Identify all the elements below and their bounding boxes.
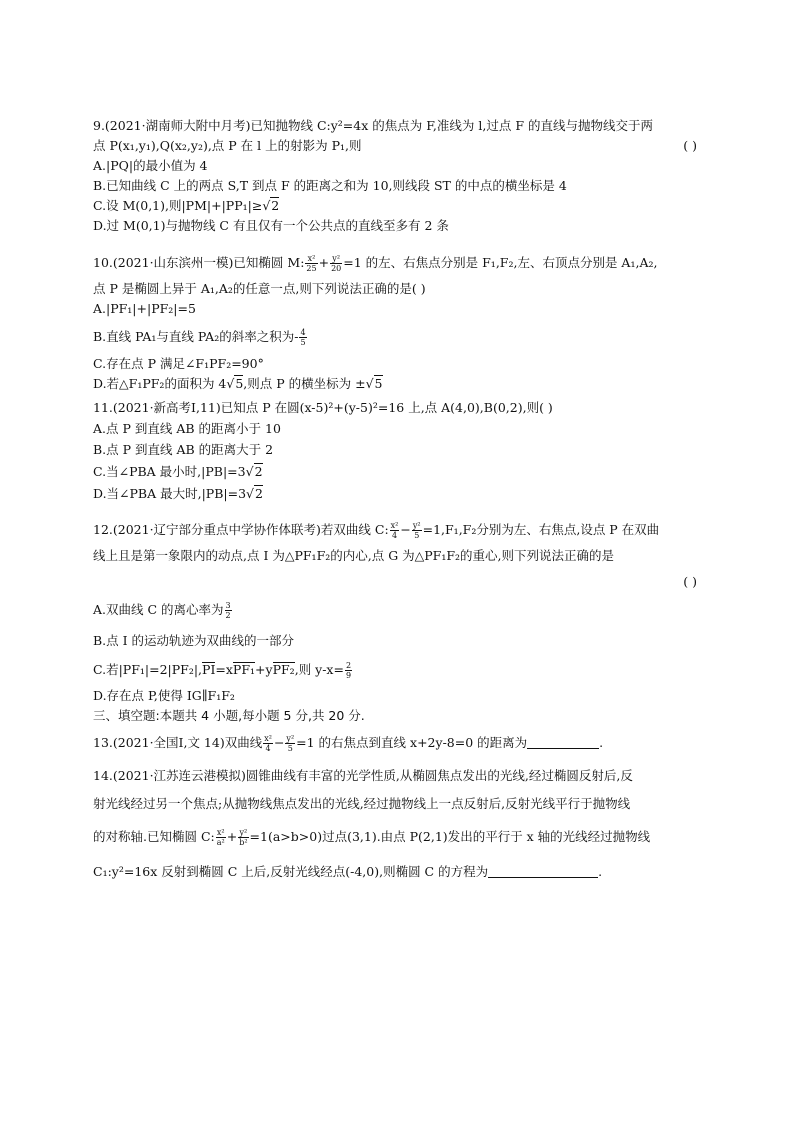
fraction <box>299 328 306 347</box>
q14-line3-pre: 的对称轴.已知椭圆 C: <box>93 829 215 844</box>
q12-option-a-text: A.双曲线 C 的离心率为 <box>93 602 224 617</box>
q10-option-d-mid: ,则点 P 的横坐标为 ± <box>243 376 366 391</box>
fraction-denominator: 5 <box>414 531 420 540</box>
vector: PI <box>202 662 216 677</box>
q11-stem: 11.(2021·新高考Ⅰ,11)已知点 P 在圆(x-5)²+(y-5)²=16 上,点 A(4,0),B(0,2),则( ) <box>93 400 553 415</box>
fraction-numerator: 4 <box>300 328 306 337</box>
fraction-denominator: a² <box>216 838 225 847</box>
sqrt-sign: √2 <box>246 486 263 501</box>
radicand: 2 <box>271 198 280 213</box>
fraction-numerator: y² <box>239 828 248 837</box>
fraction-denominator: 9 <box>345 671 352 680</box>
fraction-denominator: 4 <box>265 744 271 753</box>
q14-line3 <box>93 828 650 847</box>
q11-option-a: A.点 P 到直线 AB 的距离小于 10 <box>93 421 281 436</box>
fraction-numerator: y² <box>286 734 295 743</box>
q12-option-c-eq: =x <box>215 662 233 677</box>
q13-stem <box>93 734 603 753</box>
q14-line1: 14.(2021·江苏连云港模拟)圆锥曲线有丰富的光学性质,从椭圆焦点发出的光线,经过椭圆反射后,反 <box>93 768 633 783</box>
q12-stem-post: =1,F₁,F₂分别为左、右焦点,设点 P 在双曲 <box>422 522 660 537</box>
fraction-numerator: y² <box>330 254 342 264</box>
q12-option-c-plus: +y <box>255 662 273 677</box>
q11-option-c-text: C.当∠PBA 最小时,|PB|=3 <box>93 464 246 479</box>
vector: PF₁ <box>232 662 256 677</box>
fraction-denominator: 5 <box>287 744 293 753</box>
q13-end: . <box>599 735 604 750</box>
q10-stem-pre: 10.(2021·山东滨州一模)已知椭圆 M: <box>93 255 305 270</box>
fraction-numerator: x² <box>305 254 317 264</box>
q10-option-c: C.存在点 P 满足∠F₁PF₂=90° <box>93 356 264 371</box>
sqrt-sign: √5 <box>226 376 244 391</box>
fraction-denominator: 25 <box>306 264 317 273</box>
fraction <box>216 828 226 847</box>
q14-line4-text: C₁:y²=16x 反射到椭圆 C 上后,反射光线经点(-4,0),则椭圆 C 的方程为 <box>93 864 489 879</box>
vector: PF₂ <box>272 662 295 677</box>
fraction-numerator: y² <box>412 521 421 530</box>
sqrt-sign: √2 <box>245 464 263 479</box>
q12-option-b: B.点 I 的运动轨迹为双曲线的一部分 <box>93 633 295 648</box>
fraction-denominator: 20 <box>331 264 342 273</box>
fraction <box>412 521 422 540</box>
q9-option-d: D.过 M(0,1)与抛物线 C 有且仅有一个公共点的直线至多有 2 条 <box>93 218 449 233</box>
q14-line4 <box>93 864 602 880</box>
q10-stem-post: =1 的左、右焦点分别是 F₁,F₂,左、右顶点分别是 A₁,A₂, <box>343 255 658 270</box>
fraction <box>345 661 352 680</box>
fraction <box>285 734 295 753</box>
plus-sign: + <box>226 829 238 844</box>
radicand: 5 <box>374 376 383 391</box>
q11-option-b: B.点 P 到直线 AB 的距离大于 2 <box>93 442 274 457</box>
q10-stem-line1 <box>93 254 657 273</box>
q12-stem-line1 <box>93 521 659 540</box>
q14-line3-post: =1(a>b>0)过点(3,1).由点 P(2,1)发出的平行于 x 轴的光线经过抛物线 <box>249 829 651 844</box>
minus-sign: − <box>273 735 285 750</box>
fraction <box>390 521 400 540</box>
q10-option-b <box>93 328 308 347</box>
q10-option-d-text: D.若△F₁PF₂的面积为 4 <box>93 376 227 391</box>
fraction-numerator: 2 <box>345 661 352 670</box>
q12-stem-line2: 线上且是第一象限内的动点,点 I 为△PF₁F₂的内心,点 G 为△PF₁F₂的重心,则下列说法正确的是 <box>93 548 615 563</box>
q12-stem-pre: 12.(2021·辽宁部分重点中学协作体联考)若双曲线 C: <box>93 522 389 537</box>
q12-option-d: D.存在点 P,使得 IG∥F₁F₂ <box>93 688 235 703</box>
radicand: 5 <box>235 376 244 391</box>
fraction-denominator: 5 <box>300 338 306 347</box>
q12-option-c-mid: ,则 y-x= <box>294 662 344 677</box>
radicand: 2 <box>255 486 263 501</box>
q11-option-c <box>93 464 263 480</box>
q10-option-b-text: B.直线 PA₁与直线 PA₂的斜率之积为- <box>93 329 299 344</box>
q9-option-b: B.已知曲线 C 上的两点 S,T 到点 F 的距离之和为 10,则线段 ST 的中点的横坐标是 4 <box>93 178 567 193</box>
fraction <box>225 601 232 620</box>
q9-answer-bracket: ( ) <box>683 138 697 153</box>
minus-sign: − <box>400 522 411 537</box>
q9-stem-text: 点 P(x₁,y₁),Q(x₂,y₂),点 P 在 l 上的射影为 P₁,则 <box>93 138 362 153</box>
q10-stem-line2: 点 P 是椭圆上异于 A₁,A₂的任意一点,则下列说法正确的是( ) <box>93 281 426 296</box>
fraction-numerator: x² <box>390 521 399 530</box>
plus-sign: + <box>318 255 330 270</box>
fraction-numerator: 3 <box>225 601 231 610</box>
section-header: 三、填空题:本题共 4 小题,每小题 5 分,共 20 分. <box>93 708 365 723</box>
q11-option-d <box>93 486 263 502</box>
radicand: 2 <box>254 464 263 479</box>
answer-blank[interactable] <box>527 736 599 749</box>
q12-option-c-text: C.若|PF₁|=2|PF₂|, <box>93 662 203 677</box>
q9-option-c-text: C.设 M(0,1),则|PM|+|PP₁|≥ <box>93 198 263 213</box>
fraction <box>305 254 317 273</box>
fraction-denominator: 4 <box>391 531 398 540</box>
q12-answer-bracket: ( ) <box>683 574 697 589</box>
q14-end: . <box>598 864 603 879</box>
fraction-denominator: b² <box>239 838 248 847</box>
fraction <box>263 734 273 753</box>
q12-option-c <box>93 661 353 680</box>
q9-option-c <box>93 198 279 214</box>
fraction <box>238 828 248 847</box>
fraction-numerator: x² <box>216 828 225 837</box>
q12-option-a <box>93 601 233 620</box>
q11-option-d-text: D.当∠PBA 最大时,|PB|=3 <box>93 486 247 501</box>
q13-stem-pre: 13.(2021·全国Ⅰ,文 14)双曲线 <box>93 735 263 750</box>
fraction-numerator: x² <box>264 734 272 743</box>
q14-line2: 射光线经过另一个焦点;从抛物线焦点发出的光线,经过抛物线上一点反射后,反射光线平行于抛物线 <box>93 796 631 811</box>
q10-option-d <box>93 376 383 392</box>
sqrt-sign: √2 <box>262 198 280 213</box>
answer-blank[interactable] <box>488 865 598 878</box>
q13-stem-post: =1 的右焦点到直线 x+2y-8=0 的距离为 <box>296 735 528 750</box>
q9-stem-line1: 9.(2021·湖南师大附中月考)已知抛物线 C:y²=4x 的焦点为 F,准线为 l,过点 F 的直线与抛物线交于两 <box>93 118 653 133</box>
sqrt-sign: √5 <box>365 376 383 391</box>
q9-option-a: A.|PQ|的最小值为 4 <box>93 158 208 173</box>
fraction <box>330 254 342 273</box>
fraction-denominator: 2 <box>225 611 231 620</box>
q10-option-a: A.|PF₁|+|PF₂|=5 <box>93 301 196 316</box>
q9-stem-line2 <box>93 138 703 154</box>
